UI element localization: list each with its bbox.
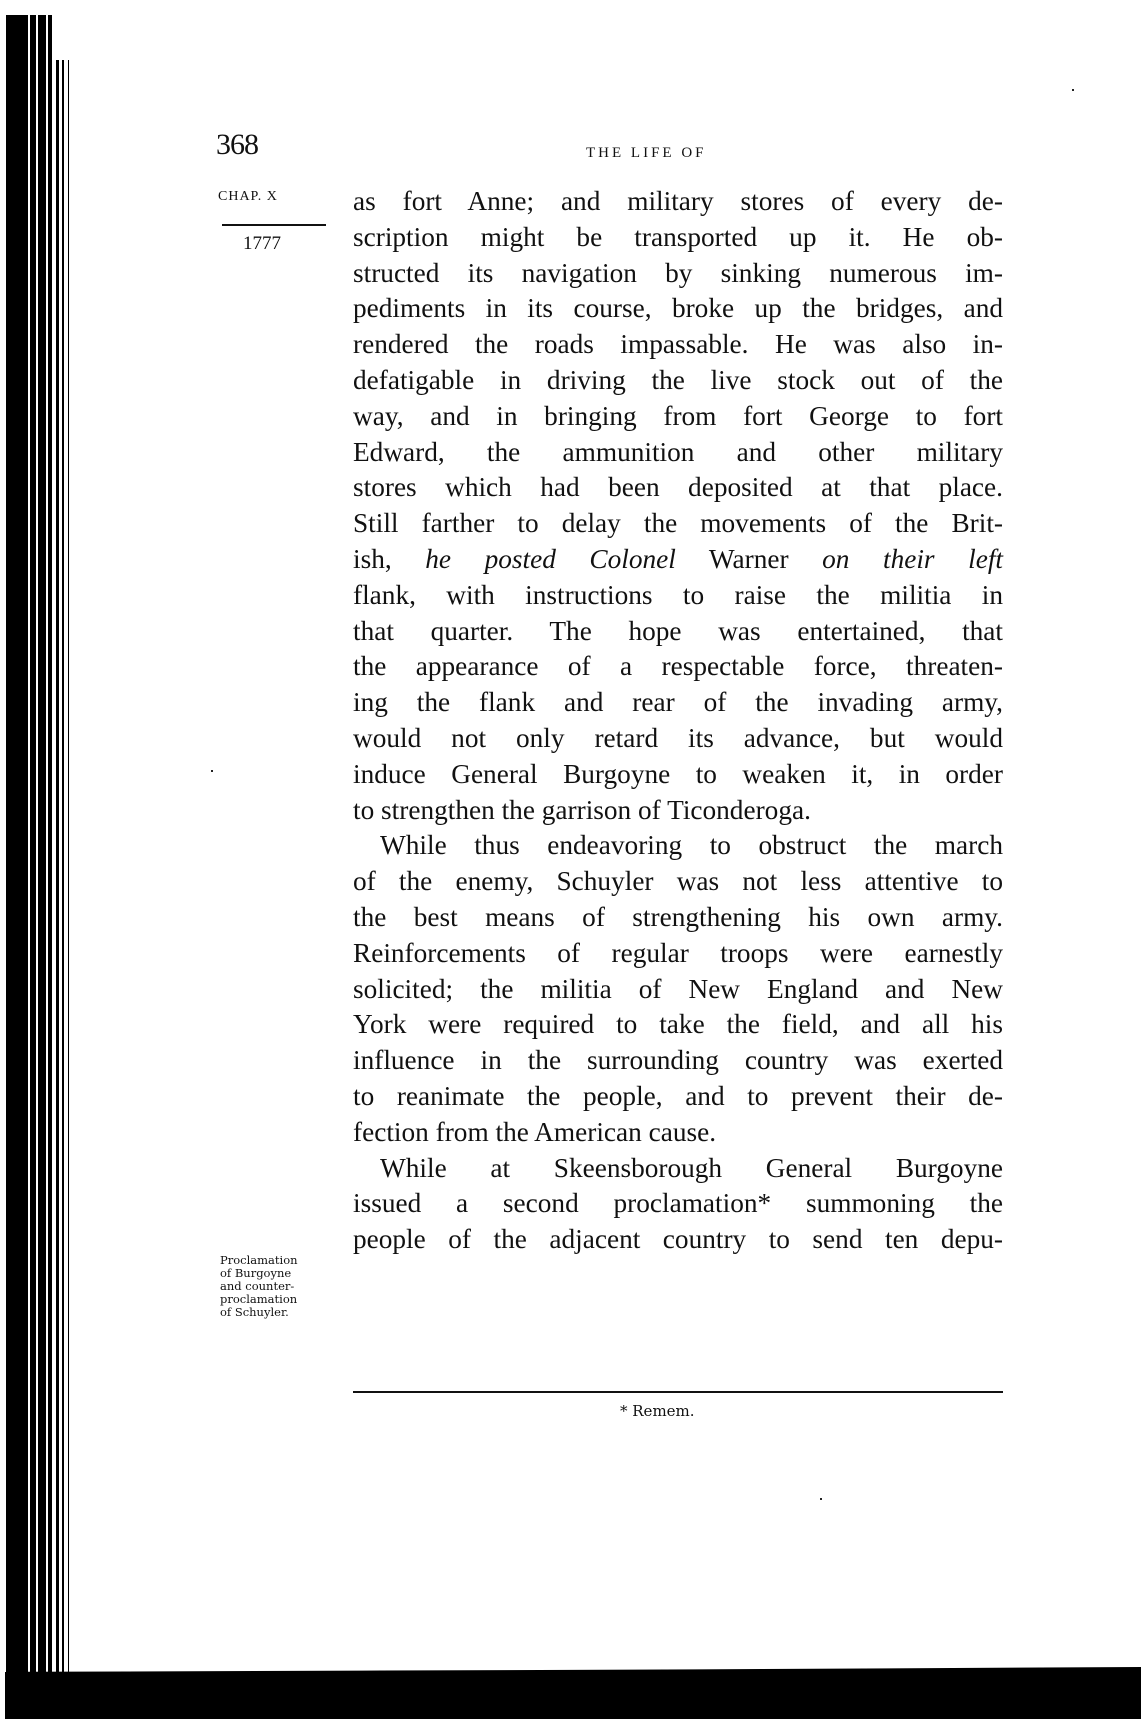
scan-speck — [211, 770, 213, 772]
text-line: would not only retard its advance, but would — [353, 722, 1003, 753]
sidenote-line: of Schuyler. — [220, 1305, 289, 1319]
text-line: scription might be transported up it. He ob- — [353, 221, 1003, 252]
text-line: of the enemy, Schuyler was not less attentive to — [353, 866, 1003, 897]
text-line: flank, with instructions to raise the militia in — [353, 579, 1003, 610]
sidenote — [220, 1254, 330, 1319]
text-line: the appearance of a respectable force, threaten- — [353, 651, 1003, 682]
scan-speck — [820, 1498, 822, 1500]
text-line: ing the flank and rear of the invading army, — [353, 687, 1003, 718]
text-line: influence in the surrounding country was exerted — [353, 1045, 1003, 1076]
sidenote-line: Proclamation — [220, 1253, 298, 1267]
text-line: pediments in its course, broke up the bridges, and — [353, 293, 1003, 324]
binding-shadow — [0, 0, 75, 1719]
text-line: issued a second proclamation* summoning the — [353, 1188, 1003, 1219]
text-line: structed its navigation by sinking numerous im- — [353, 257, 1003, 288]
page-number: 368 — [216, 128, 258, 161]
text-line: to reanimate the people, and to prevent their de- — [353, 1080, 1003, 1111]
text-line: induce General Burgoyne to weaken it, in order — [353, 758, 1003, 789]
margin-year: 1777 — [243, 233, 281, 254]
text-line: York were required to take the field, and all his — [353, 1009, 1003, 1040]
footnote-rule — [353, 1391, 1003, 1393]
text-line: defatigable in driving the live stock out of the — [353, 364, 1003, 395]
sidenote-line: of Burgoyne — [220, 1266, 292, 1280]
text-line: stores which had been deposited at that place. — [353, 472, 1003, 503]
text-line: way, and in bringing from fort George to fort — [353, 400, 1003, 431]
text-line: fection from the American cause. — [353, 1116, 717, 1147]
footnote: * Remem. — [620, 1402, 695, 1420]
text-line: While at Skeensborough General Burgoyne — [380, 1152, 1003, 1183]
text-line: Edward, the ammunition and other military — [353, 436, 1003, 467]
running-head: THE LIFE OF — [586, 145, 707, 161]
text-line: people of the adjacent country to send ten depu- — [353, 1224, 1003, 1255]
scan-bottom-edge — [5, 1672, 1141, 1719]
scan-speck — [1072, 89, 1074, 91]
text-line: rendered the roads impassable. He was also in- — [353, 329, 1003, 360]
body-text — [353, 184, 1003, 1258]
text-line: solicited; the militia of New England and New — [353, 973, 1003, 1004]
text-line: Still farther to delay the movements of the Brit- — [353, 508, 1003, 539]
sidenote-line: and counter- — [220, 1279, 295, 1293]
text-line: ish, he posted Colonel Warner on their left — [353, 543, 1003, 574]
text-line: Reinforcements of regular troops were earnestly — [353, 937, 1003, 968]
text-line: While thus endeavoring to obstruct the march — [380, 830, 1003, 861]
text-line: that quarter. The hope was entertained, that — [353, 615, 1003, 646]
margin-rule — [222, 224, 326, 226]
text-line: as fort Anne; and military stores of every de- — [353, 186, 1003, 216]
margin-chapter: CHAP. X — [218, 189, 278, 204]
text-line: to strengthen the garrison of Ticonderoga. — [353, 794, 811, 825]
text-line: the best means of strengthening his own army. — [353, 901, 1003, 932]
sidenote-line: proclamation — [220, 1292, 298, 1306]
